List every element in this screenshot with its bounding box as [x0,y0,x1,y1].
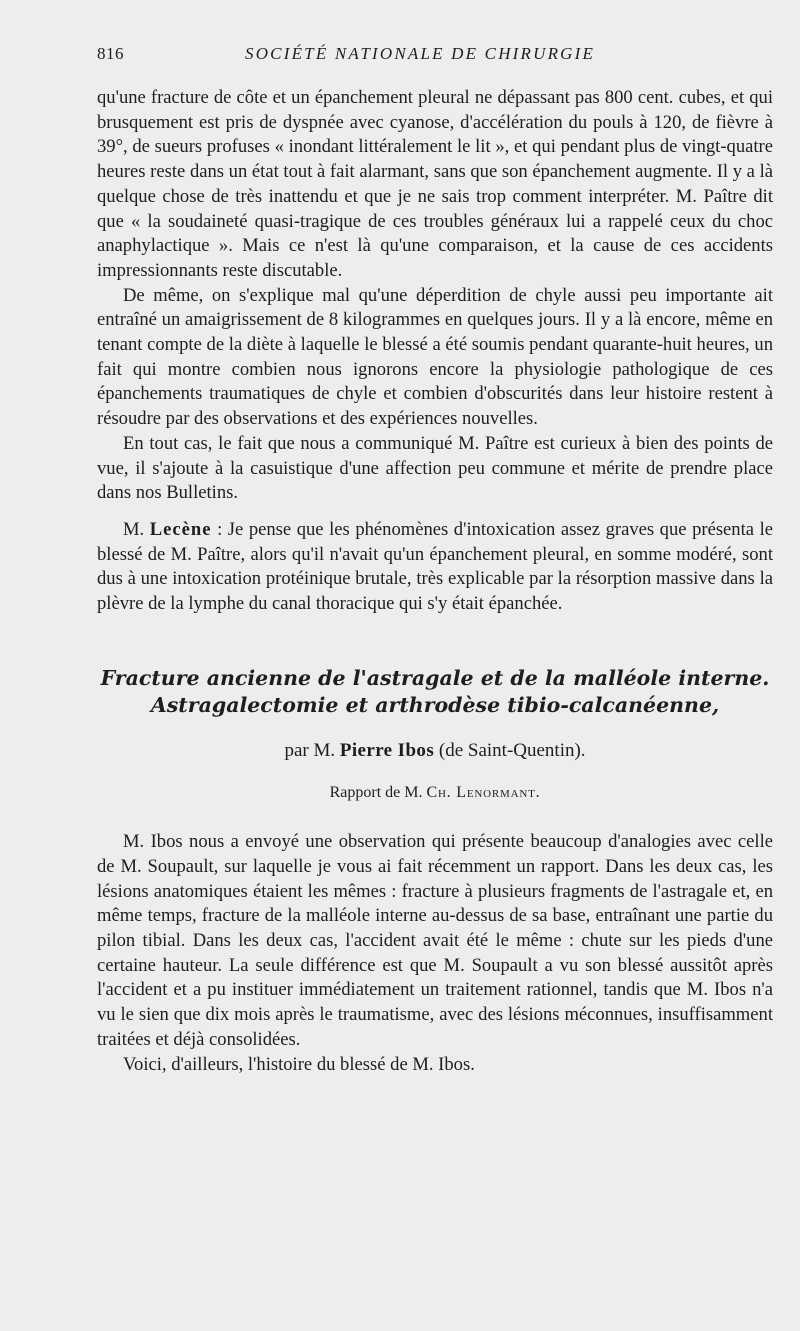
paragraph-chyle-loss: De même, on s'explique mal qu'une déperdition de chyle aussi peu importante ait entraîné un amaigrissement de 8 kilogrammes en quelques jours. Il y a là encore, même en tenant compte de la diète à laquelle le blessé a été soumis pendant quarante-huit heures, un fait qui montre combien nous ignorons encore la physiologie pathologique de ces épanchements traumatiques de chyle et combien d'obscurités dans leur histoire restent à résoudre par des observations et des expériences nouvelles. [97,284,773,430]
remark-text: : Je pense que les phénomènes d'intoxication assez graves que présenta le blessé de M. Paître, alors qu'il n'avait qu'un épanchement pleural, en somme modéré, sont dus à une intoxication protéinique brutale, très explicable par la résorption massive dans la plèvre de la lymphe du canal thoracique qui s'y était épanchée. [97,518,773,615]
author-name: Pierre Ibos [339,739,435,761]
spacer [97,617,773,665]
speaker-name: Lecène [149,518,212,540]
paragraph-lecene-remark [97,518,773,617]
byline-prefix: par M. [284,739,336,761]
report-line [97,781,773,806]
byline [97,739,773,764]
paragraph-conclusion: En tout cas, le fait que nous a communiqué M. Paître est curieux à bien des points de vue, il s'ajoute à la casuistique d'une affection peu commune et mérite de prendre place dans nos Bulletins. [97,432,773,504]
journal-title: SOCIÉTÉ NATIONALE DE CHIRURGIE [245,44,596,63]
running-head [97,44,773,68]
report-prefix: Rapport de M. [329,784,423,802]
reporter-name: Ch. Lenormant. [426,784,541,802]
author-affiliation: (de Saint-Quentin). [438,739,586,761]
article-title [97,665,773,719]
speaker-prefix: M. [123,518,145,540]
text-body [97,86,773,1077]
spacer [97,506,773,518]
paragraph-continued: qu'une fracture de côte et un épanchement pleural ne dépassant pas 800 cent. cubes, et qui brusquement est pris de dyspnée avec cyanose, d'accélération du pouls à 120, de fièvre à 39°, de sueurs profuses « inondant littéralement le lit », et qui pendant plus de vingt-quatre heures reste dans un état tout à fait alarmant, sans que son épanchement augmente. Il y a là quelque chose de très inattendu et que je ne sais trop comment interpréter. M. Paître dit que « la soudaineté quasi-tragique de ces troubles généraux lui a rappelé ceux du choc anaphylactique ». Mais ce n'est là qu'une comparaison, et la cause de ces accidents impressionnants reste discutable. [97,87,773,281]
paragraph-ibos-observation: M. Ibos nous a envoyé une observation qui présente beaucoup d'analogies avec celle de M. Soupault, sur laquelle je vous ai fait récemment un rapport. Dans les deux cas, les lésions anatomiques étaient les mêmes : fracture à plusieurs fragments de l'astragale et, en même temps, fracture de la malléole interne au-dessus de sa base, entraînant une partie du pilon tibial. Dans les deux cas, l'accident avait été le même : chute sur les pieds d'une certaine hauteur. La seule différence est que M. Soupault a vu son blessé aussitôt après l'accident et a pu instituer immédiatement un traitement rationnel, tandis que M. Ibos n'a vu le sien que dix mois après le traumatisme, avec des lésions méconnues, insuffisamment traitées et déjà consolidées. [97,831,773,1050]
page-number: 816 [97,44,124,63]
article-title-line-1: Fracture ancienne de l'astragale et de la malléole interne. [100,665,770,690]
article-title-line-2: Astragalectomie et arthrodèse tibio-calcanéenne, [150,692,720,717]
paragraph-history-intro: Voici, d'ailleurs, l'histoire du blessé de M. Ibos. [123,1053,475,1075]
